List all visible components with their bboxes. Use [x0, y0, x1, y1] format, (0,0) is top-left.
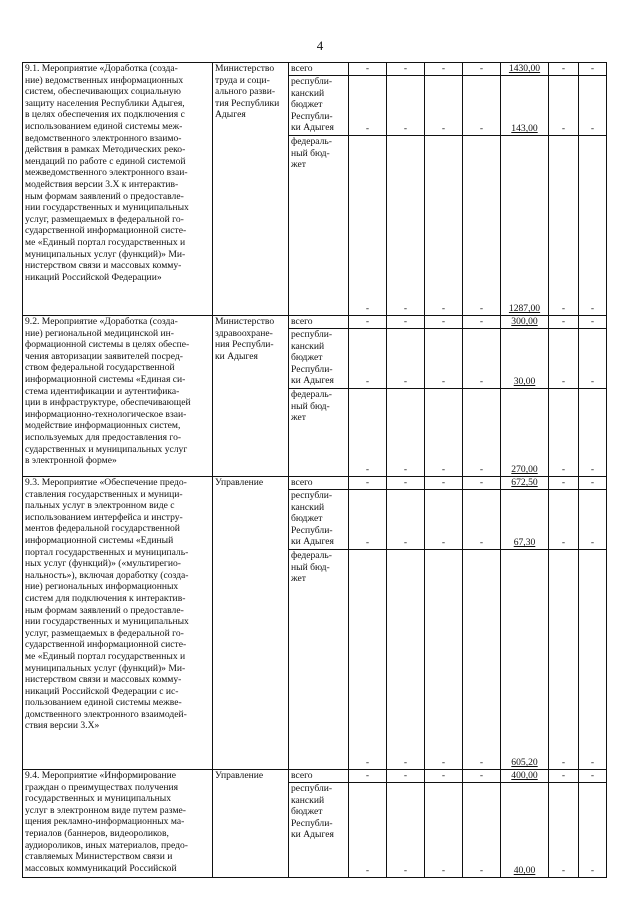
year-cell: -	[549, 63, 579, 76]
year-cell: -	[387, 477, 425, 490]
year-cell: -	[549, 490, 579, 550]
year-cell: -	[425, 329, 463, 389]
year-cell: -	[549, 316, 579, 329]
year-cell: -	[549, 477, 579, 490]
year-cell: -	[387, 63, 425, 76]
year-cell: -	[349, 329, 387, 389]
year-cell: -	[425, 477, 463, 490]
year-cell: -	[463, 316, 501, 329]
amount-cell: 1430,00	[501, 63, 549, 76]
table-row	[23, 477, 607, 490]
year-cell: -	[349, 63, 387, 76]
year-cell: -	[425, 316, 463, 329]
year-cell: -	[579, 783, 607, 878]
responsible-executor: Министерство здравоохране- ния Республи- ки Адыгея	[213, 316, 289, 477]
budget-table	[22, 62, 607, 878]
year-cell: -	[425, 490, 463, 550]
year-cell: -	[425, 389, 463, 477]
year-cell: -	[579, 477, 607, 490]
year-cell: -	[387, 329, 425, 389]
amount-cell: 30,00	[501, 329, 549, 389]
year-cell: -	[387, 136, 425, 316]
responsible-executor: Управление	[213, 770, 289, 878]
year-cell: -	[463, 783, 501, 878]
funding-source: всего	[289, 63, 349, 76]
year-cell: -	[463, 490, 501, 550]
table-row	[23, 316, 607, 329]
year-cell: -	[349, 490, 387, 550]
year-cell: -	[387, 770, 425, 783]
year-cell: -	[425, 550, 463, 770]
year-cell: -	[579, 490, 607, 550]
year-cell: -	[549, 550, 579, 770]
responsible-executor: Управление	[213, 477, 289, 770]
year-cell: -	[579, 136, 607, 316]
funding-source: всего	[289, 770, 349, 783]
amount-cell: 672,50	[501, 477, 549, 490]
page-number: 4	[316, 38, 324, 53]
amount-cell: 400,00	[501, 770, 549, 783]
measure-description: 9.2. Мероприятие «Доработка (созда- ние) региональной медицинской ин- формационной системы в целях обеспе- чения авторизации заявителей посред- ством федеральной государственной информационной системы «Единая си- стема идентификации и аутентифика- ции в инфраструктуре, обеспечивающей информационно-технологическое взаи- модействие информационных систем, используемых для предоставления го- сударственных и муниципальных услуг в электронной форме»	[23, 316, 213, 477]
amount-cell: 300,00	[501, 316, 549, 329]
year-cell: -	[549, 76, 579, 136]
measure-description: 9.4. Мероприятие «Информирование граждан о преимуществах получения государственных и муниципальных услуг в электронном виде путем разме- щения рекламно-информационных ма- териалов (баннеров, видеороликов, аудиороликов, иных материалов, предо- ставляемых Министерством связи и массовых коммуникаций Российской	[23, 770, 213, 878]
year-cell: -	[579, 63, 607, 76]
responsible-executor: Министерство труда и соци- ального разви- тия Республики Адыгея	[213, 63, 289, 316]
year-cell: -	[549, 783, 579, 878]
funding-source: республи- канский бюджет Республи- ки Адыгея	[289, 783, 349, 878]
year-cell: -	[387, 389, 425, 477]
amount-cell: 67,30	[501, 490, 549, 550]
amount-cell: 605,20	[501, 550, 549, 770]
funding-source: федераль- ный бюд- жет	[289, 550, 349, 770]
year-cell: -	[349, 316, 387, 329]
year-cell: -	[549, 136, 579, 316]
year-cell: -	[387, 550, 425, 770]
year-cell: -	[579, 770, 607, 783]
year-cell: -	[579, 550, 607, 770]
year-cell: -	[463, 389, 501, 477]
year-cell: -	[549, 389, 579, 477]
year-cell: -	[349, 783, 387, 878]
year-cell: -	[579, 389, 607, 477]
measure-description: 9.3. Мероприятие «Обеспечение предо- ставления государственных и муници- пальных услуг в электронном виде с использованием интерфейса и инстру- ментов федеральной государственной информационной системы «Единый портал государственных и муниципаль- ных услуг (функций)» («мультирегио- нальность»), включая доработку (созда- ние) региональных информационных систем для подключения к интерактив- ным формам заявлений о предоставле- нии государственных и муниципальных услуг, размещаемых в федеральной го- сударственной информационной систе- ме «Единый портал государственных и муниципальных услуг (функций)» Ми- нистерством связи и массовых комму- никаций Российской Федерации с ис- пользованием единой системы межве- домственного электронного взаимодей- ствия версии 3.Х»	[23, 477, 213, 770]
funding-source: республи- канский бюджет Республи- ки Адыгея	[289, 490, 349, 550]
year-cell: -	[349, 477, 387, 490]
year-cell: -	[463, 136, 501, 316]
year-cell: -	[387, 316, 425, 329]
year-cell: -	[425, 783, 463, 878]
year-cell: -	[579, 316, 607, 329]
year-cell: -	[579, 329, 607, 389]
amount-cell: 270,00	[501, 389, 549, 477]
year-cell: -	[349, 550, 387, 770]
year-cell: -	[387, 783, 425, 878]
amount-cell: 143,00	[501, 76, 549, 136]
year-cell: -	[549, 770, 579, 783]
year-cell: -	[349, 136, 387, 316]
year-cell: -	[463, 63, 501, 76]
year-cell: -	[549, 329, 579, 389]
year-cell: -	[387, 76, 425, 136]
year-cell: -	[463, 329, 501, 389]
table-row	[23, 770, 607, 783]
funding-source: республи- канский бюджет Республи- ки Адыгея	[289, 76, 349, 136]
year-cell: -	[463, 477, 501, 490]
year-cell: -	[425, 76, 463, 136]
year-cell: -	[349, 389, 387, 477]
amount-cell: 40,00	[501, 783, 549, 878]
year-cell: -	[463, 76, 501, 136]
funding-source: всего	[289, 477, 349, 490]
year-cell: -	[579, 76, 607, 136]
year-cell: -	[463, 550, 501, 770]
table-row	[23, 63, 607, 76]
year-cell: -	[387, 490, 425, 550]
funding-source: всего	[289, 316, 349, 329]
funding-source: федераль- ный бюд- жет	[289, 136, 349, 316]
funding-source: республи- канский бюджет Республи- ки Адыгея	[289, 329, 349, 389]
funding-source: федераль- ный бюд- жет	[289, 389, 349, 477]
amount-cell: 1287,00	[501, 136, 549, 316]
year-cell: -	[425, 770, 463, 783]
year-cell: -	[349, 76, 387, 136]
year-cell: -	[349, 770, 387, 783]
year-cell: -	[463, 770, 501, 783]
year-cell: -	[425, 136, 463, 316]
measure-description: 9.1. Мероприятие «Доработка (созда- ние) ведомственных информационных систем, обеспечивающих социальную защиту населения Республики Адыгея, в целях обеспечения их подключения с использованием единой системы меж- ведомственного электронного взаимо- действия в рамках Методических реко- мендаций по работе с единой системой межведомственного электронного взаи- модействия версии 3.Х к интерактив- ным формам заявлений о предоставле- нии государственных и муниципальных услуг, размещаемых в федеральной го- сударственной информационной систе- ме «Единый портал государственных и муниципальных услуг (функций)» Ми- нистерством связи и массовых комму- никаций Российской Федерации»	[23, 63, 213, 316]
year-cell: -	[425, 63, 463, 76]
